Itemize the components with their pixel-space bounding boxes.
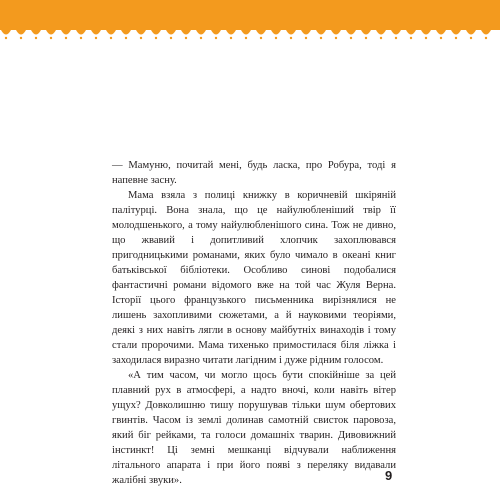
ornament-scallop xyxy=(286,30,296,35)
ornament-dot xyxy=(425,37,427,39)
ornament-dot xyxy=(170,37,172,39)
ornament-scallop xyxy=(106,30,116,35)
ornament-scallop xyxy=(271,30,281,35)
ornament-dot xyxy=(140,37,142,39)
page-number: 9 xyxy=(385,468,393,483)
ornament-scallop xyxy=(316,30,326,35)
ornament-scallop xyxy=(436,30,446,35)
ornament-scallop xyxy=(241,30,251,35)
ornament-scallop xyxy=(136,30,146,35)
ornament-scallop xyxy=(391,30,401,35)
ornament-scallop xyxy=(256,30,266,35)
ornament-scallop xyxy=(1,30,11,35)
ornament-dot xyxy=(185,37,187,39)
ornament-dot xyxy=(245,37,247,39)
ornament-scallop xyxy=(61,30,71,35)
ornament-scallop xyxy=(466,30,476,35)
paragraph-quote: «А тим часом, чи могло щось бути спокійніше за цей плавний рух в атмосфері, а надто вночі, коли навіть вітер ущух? Довколишню тишу порушував тільки шум обертових гвинтів. Часом із землі долинав самотній свисток паровоза, який біг рейками, та голоси домашніх тварин. Дивовижний інстинкт! Ці земні мешканці відчували наближення літального апарата і при його появі з переляку видавали жалібні звуки». xyxy=(112,370,396,486)
ornament-dot xyxy=(20,37,22,39)
ornament-dot xyxy=(5,37,7,39)
ornamental-border xyxy=(0,30,500,40)
ornament-scallop xyxy=(421,30,431,35)
ornament-scallop xyxy=(181,30,191,35)
ornament-scallop xyxy=(361,30,371,35)
ornament-dot xyxy=(455,37,457,39)
ornament-dot xyxy=(395,37,397,39)
ornament-scallop xyxy=(226,30,236,35)
ornament-scallop xyxy=(151,30,161,35)
ornament-scallop xyxy=(196,30,206,35)
top-decorative-band xyxy=(0,0,500,30)
ornament-dot xyxy=(485,37,487,39)
ornament-scallop xyxy=(91,30,101,35)
ornament-scallop xyxy=(376,30,386,35)
ornament-dot xyxy=(125,37,127,39)
ornament-dot xyxy=(230,37,232,39)
ornament-scallop xyxy=(46,30,56,35)
ornament-scallop xyxy=(481,30,491,35)
ornament-dot xyxy=(80,37,82,39)
ornament-dot xyxy=(410,37,412,39)
ornament-dot xyxy=(110,37,112,39)
ornament-dot xyxy=(380,37,382,39)
ornament-dot xyxy=(320,37,322,39)
ornament-dot xyxy=(275,37,277,39)
ornament-scallop xyxy=(211,30,221,35)
ornament-scallop xyxy=(31,30,41,35)
ornament-dot xyxy=(305,37,307,39)
ornament-dot xyxy=(50,37,52,39)
ornament-dot xyxy=(155,37,157,39)
ornament-scallop xyxy=(331,30,341,35)
ornament-dot xyxy=(200,37,202,39)
ornament-dot xyxy=(470,37,472,39)
ornament-scallop xyxy=(406,30,416,35)
ornament-dot xyxy=(365,37,367,39)
ornament-scallop xyxy=(76,30,86,35)
ornament-dot xyxy=(65,37,67,39)
paragraph-narrative: Мама взяла з полиці книжку в коричневій шкіряній палітурці. Вона знала, що це найулюбленіший твір її молодшенького, а тому найулюбленішого сина. Тож не дивно, що жвавий і допитливий хлопчик захоплювався пригодницькими романами, яких було чимало в океані книг батьківської бібліотеки. Особливо синові подобалися фантастичні романи відомого вже на той час Жуля Верна. Історії цього французького письменника вирізнялися не лишень захопливими сюжетами, а й науковими теоріями, деякі з них навіть лягли в основу майбутніх винаходів і тому стали пророчими. Мама тихенько примостилася біля ліжка і заходилася виразно читати лагідним і дуже рідним голосом. xyxy=(112,190,396,366)
ornament-scallop xyxy=(301,30,311,35)
ornament-dot xyxy=(260,37,262,39)
ornament-dot xyxy=(35,37,37,39)
ornament-scallop xyxy=(121,30,131,35)
ornament-scallop xyxy=(16,30,26,35)
ornament-dot xyxy=(440,37,442,39)
body-text xyxy=(112,158,396,488)
ornament-scallop xyxy=(451,30,461,35)
ornament-dot xyxy=(290,37,292,39)
ornament-scallop xyxy=(166,30,176,35)
ornament-dot xyxy=(350,37,352,39)
ornament-dot xyxy=(335,37,337,39)
paragraph-dialogue: — Мамуню, почитай мені, будь ласка, про Робура, тоді я напевне засну. xyxy=(112,160,396,186)
ornament-scallop xyxy=(346,30,356,35)
ornament-dot xyxy=(95,37,97,39)
ornament-dot xyxy=(215,37,217,39)
